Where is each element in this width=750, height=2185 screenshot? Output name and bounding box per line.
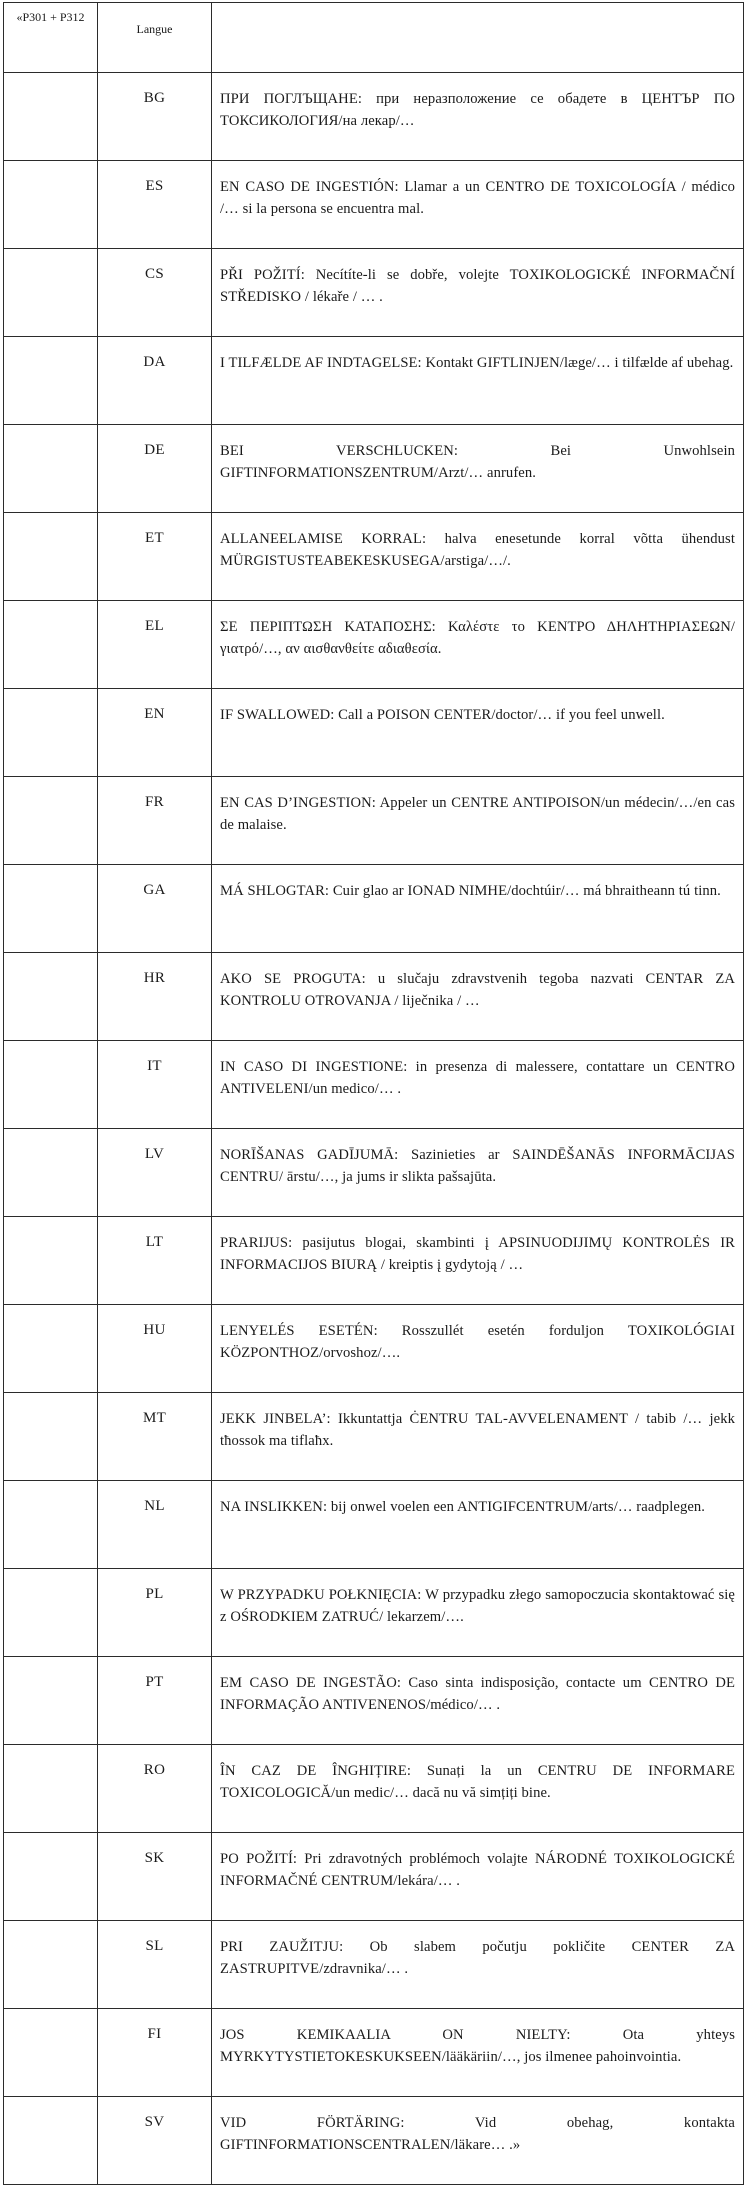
statement-text: AKO SE PROGUTA: u slučaju zdravstvenih tegoba nazvati CENTAR ZA KONTROLU OTROVANJA / liječnika / …: [212, 953, 744, 1041]
statement-text: I TILFÆLDE AF INDTAGELSE: Kontakt GIFTLINJEN/læge/… i tilfælde af ubehag.: [212, 337, 744, 425]
statement-text: PO POŽITÍ: Pri zdravotných problémoch volajte NÁRODNÉ TOXIKOLOGICKÉ INFORMAČNÉ CENTRUM/lekára/… .: [212, 1833, 744, 1921]
language-code: ET: [98, 513, 212, 601]
table-row: [4, 249, 744, 337]
table-row: [4, 1041, 744, 1129]
table-row: [4, 1657, 744, 1745]
code-cell-empty: [4, 1041, 98, 1129]
language-code: LV: [98, 1129, 212, 1217]
table-row: [4, 689, 744, 777]
table-row: [4, 953, 744, 1041]
statement-code-header: «P301 + P312: [4, 3, 98, 73]
statement-column-header: [212, 3, 744, 73]
table-row: [4, 601, 744, 689]
language-code: HR: [98, 953, 212, 1041]
table-row: [4, 2009, 744, 2097]
code-cell-empty: [4, 1657, 98, 1745]
table-row: [4, 1129, 744, 1217]
statement-text: PRI ZAUŽITJU: Ob slabem počutju pokličite CENTER ZA ZASTRUPITVE/zdravnika/… .: [212, 1921, 744, 2009]
code-cell-empty: [4, 953, 98, 1041]
language-code: SV: [98, 2097, 212, 2185]
statement-text: PŘI POŽITÍ: Necítíte-li se dobře, volejte TOXIKOLOGICKÉ INFORMAČNÍ STŘEDISKO / lékaře / … .: [212, 249, 744, 337]
code-cell-empty: [4, 73, 98, 161]
table-row: [4, 1393, 744, 1481]
statement-text: W PRZYPADKU POŁKNIĘCIA: W przypadku złego samopoczucia skontaktować się z OŚRODKIEM ZATRUĆ/ lekarzem/….: [212, 1569, 744, 1657]
code-cell-empty: [4, 1481, 98, 1569]
statement-text: JEKK JINBELA’: Ikkuntattja ĊENTRU TAL-AVVELENAMENT / tabib /… jekk tħossok ma tiflaħx.: [212, 1393, 744, 1481]
statement-text: IN CASO DI INGESTIONE: in presenza di malessere, contattare un CENTRO ANTIVELENI/un medico/… .: [212, 1041, 744, 1129]
table-row: [4, 1305, 744, 1393]
statement-text: JOS KEMIKAALIA ON NIELTY: Ota yhteys MYRKYTYSTIETOKESKUKSEEN/lääkäriin/…, jos ilmenee pahoinvointia.: [212, 2009, 744, 2097]
language-code: DE: [98, 425, 212, 513]
language-code: FI: [98, 2009, 212, 2097]
statement-text: BEI VERSCHLUCKEN: Bei Unwohlsein GIFTINFORMATIONSZENTRUM/Arzt/… anrufen.: [212, 425, 744, 513]
code-cell-empty: [4, 1393, 98, 1481]
code-cell-empty: [4, 249, 98, 337]
statement-text: EN CASO DE INGESTIÓN: Llamar a un CENTRO DE TOXICOLOGÍA / médico /… si la persona se encuentra mal.: [212, 161, 744, 249]
table-row: [4, 425, 744, 513]
code-cell-empty: [4, 689, 98, 777]
language-code: CS: [98, 249, 212, 337]
precautionary-statements-table: [3, 2, 744, 2185]
language-code: PL: [98, 1569, 212, 1657]
language-code: IT: [98, 1041, 212, 1129]
statement-text: EM CASO DE INGESTÃO: Caso sinta indisposição, contacte um CENTRO DE INFORMAÇÃO ANTIVENENOS/médico/… .: [212, 1657, 744, 1745]
language-code: RO: [98, 1745, 212, 1833]
language-code: ES: [98, 161, 212, 249]
table-row: [4, 161, 744, 249]
table-row: [4, 777, 744, 865]
code-cell-empty: [4, 425, 98, 513]
table-row: [4, 865, 744, 953]
statement-text: NA INSLIKKEN: bij onwel voelen een ANTIGIFCENTRUM/arts/… raadplegen.: [212, 1481, 744, 1569]
table-row: [4, 1569, 744, 1657]
statement-text: ÎN CAZ DE ÎNGHIȚIRE: Sunați la un CENTRU DE INFORMARE TOXICOLOGICĂ/un medic/… dacă nu vă simțiți bine.: [212, 1745, 744, 1833]
code-cell-empty: [4, 1217, 98, 1305]
code-cell-empty: [4, 1569, 98, 1657]
code-cell-empty: [4, 1745, 98, 1833]
code-cell-empty: [4, 601, 98, 689]
language-code: EN: [98, 689, 212, 777]
code-cell-empty: [4, 2009, 98, 2097]
language-code: PT: [98, 1657, 212, 1745]
code-cell-empty: [4, 1921, 98, 2009]
language-code: MT: [98, 1393, 212, 1481]
code-cell-empty: [4, 777, 98, 865]
code-cell-empty: [4, 161, 98, 249]
table-row: [4, 1921, 744, 2009]
table-row: [4, 1833, 744, 1921]
language-code: EL: [98, 601, 212, 689]
code-cell-empty: [4, 513, 98, 601]
code-cell-empty: [4, 1129, 98, 1217]
statement-text: LENYELÉS ESETÉN: Rosszullét esetén forduljon TOXIKOLÓGIAI KÖZPONTHOZ/orvoshoz/….: [212, 1305, 744, 1393]
code-cell-empty: [4, 337, 98, 425]
language-code: FR: [98, 777, 212, 865]
statement-text: ΣΕ ΠΕΡΙΠΤΩΣΗ ΚΑΤΑΠΟΣΗΣ: Καλέστε το ΚΕΝΤΡΟ ΔΗΛΗΤΗΡΙΑΣΕΩΝ/γιατρό/…, αν αισθανθείτε αδιαθεσία.: [212, 601, 744, 689]
language-code: SL: [98, 1921, 212, 2009]
table-body: [4, 3, 744, 2185]
code-cell-empty: [4, 1833, 98, 1921]
language-code: GA: [98, 865, 212, 953]
language-code: HU: [98, 1305, 212, 1393]
language-code: DA: [98, 337, 212, 425]
language-column-header: Langue: [98, 3, 212, 73]
statement-text: IF SWALLOWED: Call a POISON CENTER/doctor/… if you feel unwell.: [212, 689, 744, 777]
code-cell-empty: [4, 1305, 98, 1393]
language-code: BG: [98, 73, 212, 161]
statement-text: VID FÖRTÄRING: Vid obehag, kontakta GIFTINFORMATIONSCENTRALEN/läkare… .»: [212, 2097, 744, 2185]
code-cell-empty: [4, 865, 98, 953]
language-code: NL: [98, 1481, 212, 1569]
code-cell-empty: [4, 2097, 98, 2185]
table-row: [4, 2097, 744, 2185]
table-row: [4, 513, 744, 601]
table-row: [4, 1481, 744, 1569]
statement-text: EN CAS D’INGESTION: Appeler un CENTRE ANTIPOISON/un médecin/…/en cas de malaise.: [212, 777, 744, 865]
table-row: [4, 1745, 744, 1833]
language-code: SK: [98, 1833, 212, 1921]
header-row: [4, 3, 744, 73]
language-code: LT: [98, 1217, 212, 1305]
table-row: [4, 337, 744, 425]
table-row: [4, 73, 744, 161]
statement-text: ALLANEELAMISE KORRAL: halva enesetunde korral võtta ühendust MÜRGISTUSTEABEKESKUSEGA/arstiga/…/.: [212, 513, 744, 601]
statement-text: PRARIJUS: pasijutus blogai, skambinti į APSINUODIJIMŲ KONTROLĖS IR INFORMACIJOS BIURĄ / kreiptis į gydytoją / …: [212, 1217, 744, 1305]
table-row: [4, 1217, 744, 1305]
statement-text: NORĪŠANAS GADĪJUMĀ: Sazinieties ar SAINDĒŠANĀS INFORMĀCIJAS CENTRU/ ārstu/…, ja jums ir slikta pašsajūta.: [212, 1129, 744, 1217]
statement-text: ПРИ ПОГЛЪЩАНЕ: при неразположение се обадете в ЦЕНТЪР ПО ТОКСИКОЛОГИЯ/на лекар/…: [212, 73, 744, 161]
statement-text: MÁ SHLOGTAR: Cuir glao ar IONAD NIMHE/dochtúir/… má bhraitheann tú tinn.: [212, 865, 744, 953]
